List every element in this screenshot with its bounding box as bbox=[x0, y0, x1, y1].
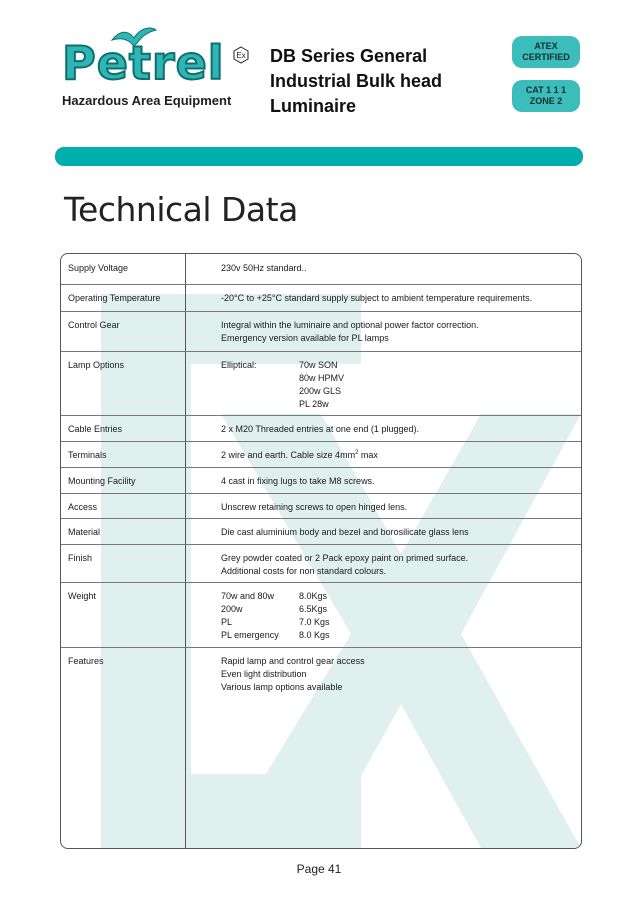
row-label: Operating Temperature bbox=[68, 293, 161, 303]
row-label: Mounting Facility bbox=[68, 476, 136, 486]
badge-line: ATEX bbox=[534, 41, 558, 51]
row-value bbox=[221, 423, 571, 436]
row-value bbox=[221, 292, 571, 305]
row-label: Control Gear bbox=[68, 320, 120, 330]
row-value bbox=[221, 590, 571, 642]
value-text: 2 wire and earth. Cable size 4mm bbox=[221, 450, 356, 460]
row-value bbox=[221, 552, 571, 578]
value-line: Emergency version available for PL lamps bbox=[221, 333, 389, 343]
value-line: 4 cast in fixing lugs to take M8 screws. bbox=[221, 476, 375, 486]
weight-value: 8.0 Kgs bbox=[299, 630, 330, 640]
weight-variant: PL bbox=[221, 617, 233, 627]
weight-variant: PL emergency bbox=[221, 630, 279, 640]
value-line: Grey powder coated or 2 Pack epoxy paint on primed surface. bbox=[221, 553, 469, 563]
badge-line: CAT 1 1 1 bbox=[525, 85, 567, 95]
weight-value: 6.5Kgs bbox=[299, 604, 328, 614]
table-row bbox=[61, 254, 581, 285]
row-value bbox=[221, 526, 571, 539]
row-label: Features bbox=[68, 656, 104, 666]
lamp-option: 80w HPMV bbox=[299, 373, 345, 383]
table-row bbox=[61, 518, 581, 545]
row-value bbox=[221, 655, 571, 694]
weight-variant: 70w and 80w bbox=[221, 591, 275, 601]
value-line bbox=[221, 449, 571, 462]
value-line: 230v 50Hz standard.. bbox=[221, 263, 307, 273]
ex-mark-text: Ex bbox=[236, 51, 246, 60]
table-row bbox=[61, 467, 581, 494]
row-value bbox=[221, 319, 571, 345]
value-line: Various lamp options available bbox=[221, 682, 343, 692]
product-title-line: Luminaire bbox=[270, 96, 357, 116]
value-line: -20°C to +25°C standard supply subject to ambient temperature requirements. bbox=[221, 293, 533, 303]
page-heading: Technical Data bbox=[64, 190, 298, 229]
page-number: Page 41 bbox=[296, 862, 342, 876]
row-label: Weight bbox=[68, 591, 96, 601]
table-row bbox=[61, 647, 581, 848]
product-title-line: DB Series General bbox=[270, 46, 428, 66]
lamp-option: 200w GLS bbox=[299, 386, 342, 396]
row-value bbox=[221, 475, 571, 488]
row-label: Lamp Options bbox=[68, 360, 125, 370]
logo-wordmark: Petrel bbox=[62, 36, 225, 90]
row-label: Terminals bbox=[68, 450, 107, 460]
product-title-line: Industrial Bulk head bbox=[270, 71, 443, 91]
header-divider-bar bbox=[55, 147, 583, 166]
table-row bbox=[61, 311, 581, 352]
row-label: Finish bbox=[68, 553, 93, 563]
lamp-option: 70w SON bbox=[299, 360, 338, 370]
row-label: Supply Voltage bbox=[68, 263, 129, 273]
ex-mark-icon bbox=[232, 46, 250, 64]
value-line: Additional costs for non standard colours. bbox=[221, 566, 387, 576]
value-line: Rapid lamp and control gear access bbox=[221, 656, 365, 666]
table-row bbox=[61, 415, 581, 442]
product-title bbox=[270, 44, 500, 119]
superscript: 2 bbox=[355, 450, 359, 456]
badge-line: CERTIFIED bbox=[522, 52, 570, 62]
table-row bbox=[61, 441, 581, 468]
weight-value: 8.0Kgs bbox=[299, 591, 328, 601]
row-value bbox=[221, 262, 571, 275]
value-text: max bbox=[358, 450, 378, 460]
badge-line: ZONE 2 bbox=[529, 96, 563, 106]
weight-value: 7.0 Kgs bbox=[299, 617, 330, 627]
table-row bbox=[61, 544, 581, 583]
row-label: Cable Entries bbox=[68, 424, 123, 434]
weight-variant: 200w bbox=[221, 604, 243, 614]
row-value bbox=[221, 501, 571, 514]
value-line: Die cast aluminium body and bezel and borosilicate glass lens bbox=[221, 527, 469, 537]
table-row bbox=[61, 284, 581, 312]
lamp-option: PL 28w bbox=[299, 399, 329, 409]
value-line: Integral within the luminaire and optional power factor correction. bbox=[221, 320, 479, 330]
category-zone-badge bbox=[512, 80, 580, 112]
row-value bbox=[221, 359, 571, 411]
row-value bbox=[221, 449, 571, 462]
value-line: Unscrew retaining screws to open hinged lens. bbox=[221, 502, 408, 512]
value-line: 2 x M20 Threaded entries at one end (1 plugged). bbox=[221, 424, 419, 434]
lamp-type: Elliptical: bbox=[221, 360, 257, 370]
value-line: Even light distribution bbox=[221, 669, 307, 679]
atex-certified-badge bbox=[512, 36, 580, 68]
logo-tagline: Hazardous Area Equipment bbox=[62, 93, 232, 108]
table-row bbox=[61, 493, 581, 519]
row-label: Material bbox=[68, 527, 101, 537]
table-row bbox=[61, 582, 581, 648]
row-label: Access bbox=[68, 502, 98, 512]
technical-data-table bbox=[60, 253, 582, 849]
table-row bbox=[61, 351, 581, 416]
